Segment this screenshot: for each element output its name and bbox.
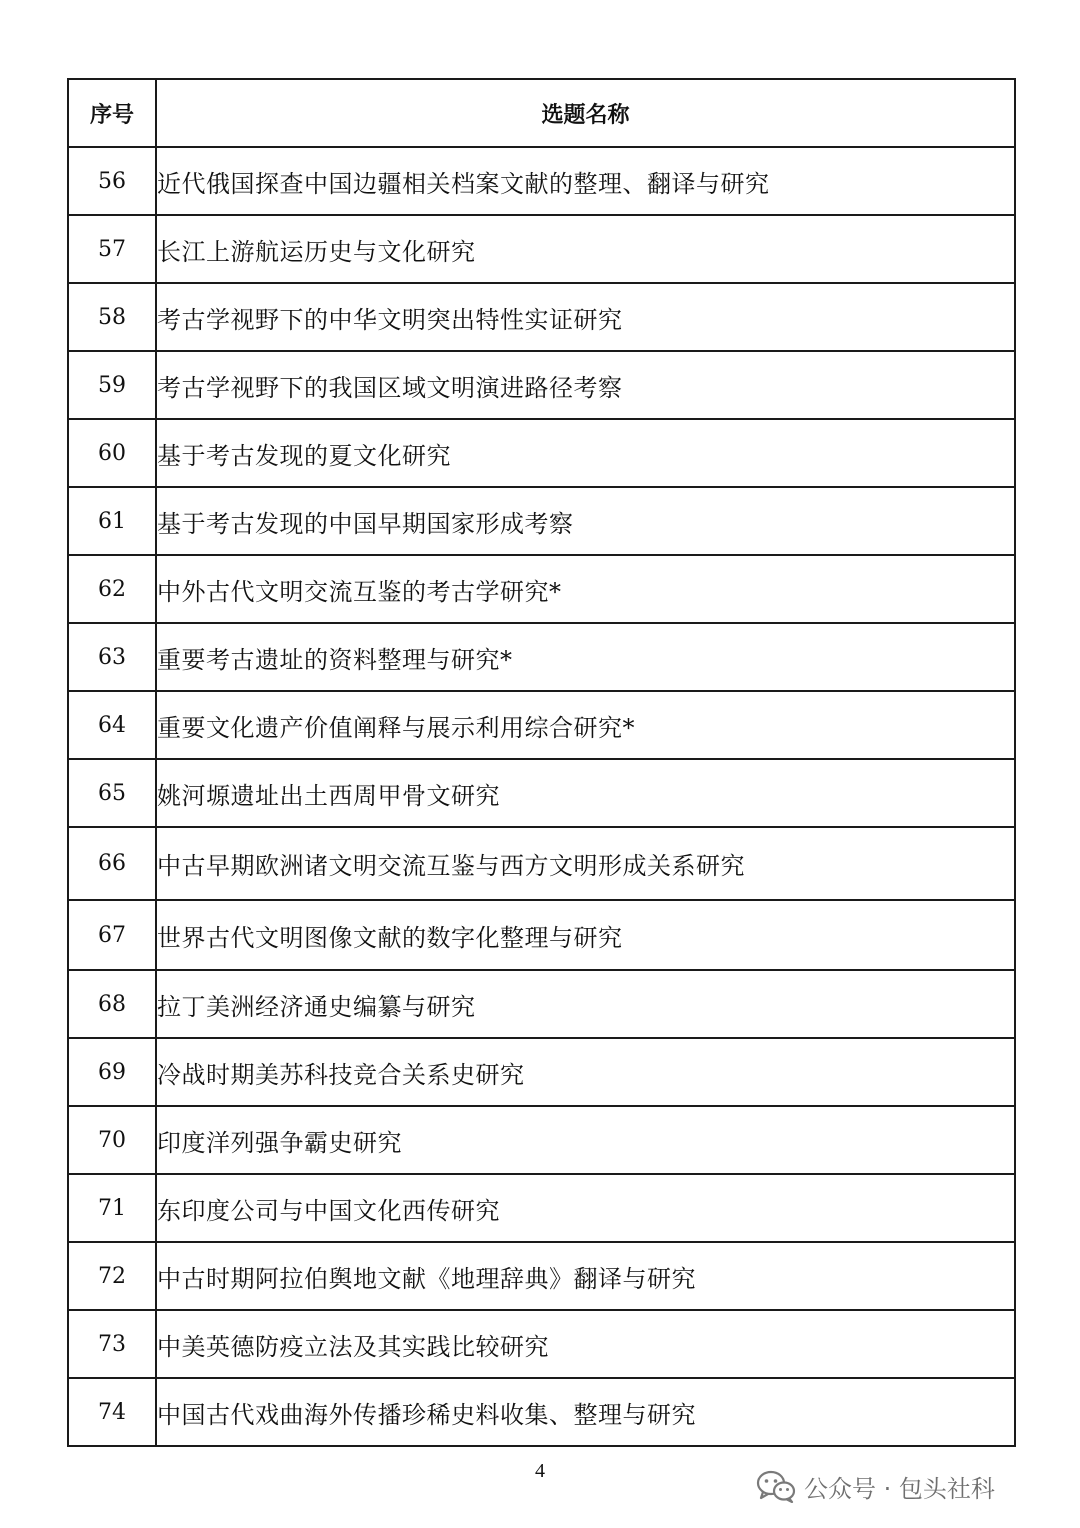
watermark xyxy=(756,1466,995,1506)
table-row xyxy=(68,1310,1015,1378)
row-title: 考古学视野下的中华文明突出特性实证研究 xyxy=(156,283,1015,351)
row-title: 中古早期欧洲诸文明交流互鉴与西方文明形成关系研究 xyxy=(156,827,1015,900)
row-title: 拉丁美洲经济通史编纂与研究 xyxy=(156,970,1015,1038)
row-title: 冷战时期美苏科技竞合关系史研究 xyxy=(156,1038,1015,1106)
table-row xyxy=(68,827,1015,900)
row-title: 基于考古发现的中国早期国家形成考察 xyxy=(156,487,1015,555)
table-row xyxy=(68,970,1015,1038)
row-num: 69 xyxy=(68,1038,156,1106)
row-num: 61 xyxy=(68,487,156,555)
row-title: 长江上游航运历史与文化研究 xyxy=(156,215,1015,283)
row-num: 74 xyxy=(68,1378,156,1446)
row-num: 57 xyxy=(68,215,156,283)
row-title: 东印度公司与中国文化西传研究 xyxy=(156,1174,1015,1242)
header-num: 序号 xyxy=(68,79,156,147)
page-number: 4 xyxy=(535,1460,545,1482)
table-header-row xyxy=(68,79,1015,147)
table-row xyxy=(68,1174,1015,1242)
row-title: 中美英德防疫立法及其实践比较研究 xyxy=(156,1310,1015,1378)
row-num: 62 xyxy=(68,555,156,623)
row-num: 73 xyxy=(68,1310,156,1378)
row-num: 71 xyxy=(68,1174,156,1242)
row-title: 世界古代文明图像文献的数字化整理与研究 xyxy=(156,900,1015,970)
watermark-text: 公众号 · 包头社科 xyxy=(804,1474,995,1503)
row-title: 中外古代文明交流互鉴的考古学研究* xyxy=(156,555,1015,623)
table-row xyxy=(68,1242,1015,1310)
table-row xyxy=(68,623,1015,691)
table-row xyxy=(68,351,1015,419)
table-row xyxy=(68,419,1015,487)
row-num: 63 xyxy=(68,623,156,691)
row-num: 72 xyxy=(68,1242,156,1310)
row-title: 中国古代戏曲海外传播珍稀史料收集、整理与研究 xyxy=(156,1378,1015,1446)
table-row xyxy=(68,487,1015,555)
row-title: 近代俄国探查中国边疆相关档案文献的整理、翻译与研究 xyxy=(156,147,1015,215)
table-row xyxy=(68,147,1015,215)
row-title: 重要文化遗产价值阐释与展示利用综合研究* xyxy=(156,691,1015,759)
table-row xyxy=(68,691,1015,759)
table-row xyxy=(68,555,1015,623)
table-row xyxy=(68,759,1015,827)
table-row xyxy=(68,1378,1015,1446)
row-num: 64 xyxy=(68,691,156,759)
row-num: 70 xyxy=(68,1106,156,1174)
row-title: 印度洋列强争霸史研究 xyxy=(156,1106,1015,1174)
topics-table xyxy=(67,78,1016,1447)
row-title: 重要考古遗址的资料整理与研究* xyxy=(156,623,1015,691)
table-row xyxy=(68,1038,1015,1106)
row-num: 60 xyxy=(68,419,156,487)
row-title: 姚河塬遗址出土西周甲骨文研究 xyxy=(156,759,1015,827)
row-title: 考古学视野下的我国区域文明演进路径考察 xyxy=(156,351,1015,419)
table-row xyxy=(68,283,1015,351)
row-title: 基于考古发现的夏文化研究 xyxy=(156,419,1015,487)
row-num: 66 xyxy=(68,827,156,900)
row-num: 58 xyxy=(68,283,156,351)
row-num: 56 xyxy=(68,147,156,215)
row-num: 65 xyxy=(68,759,156,827)
row-num: 67 xyxy=(68,900,156,970)
table-row xyxy=(68,215,1015,283)
row-title: 中古时期阿拉伯舆地文献《地理辞典》翻译与研究 xyxy=(156,1242,1015,1310)
row-num: 59 xyxy=(68,351,156,419)
wechat-icon xyxy=(756,1469,796,1503)
table-row xyxy=(68,1106,1015,1174)
row-num: 68 xyxy=(68,970,156,1038)
header-title: 选题名称 xyxy=(156,79,1015,147)
table-row xyxy=(68,900,1015,970)
